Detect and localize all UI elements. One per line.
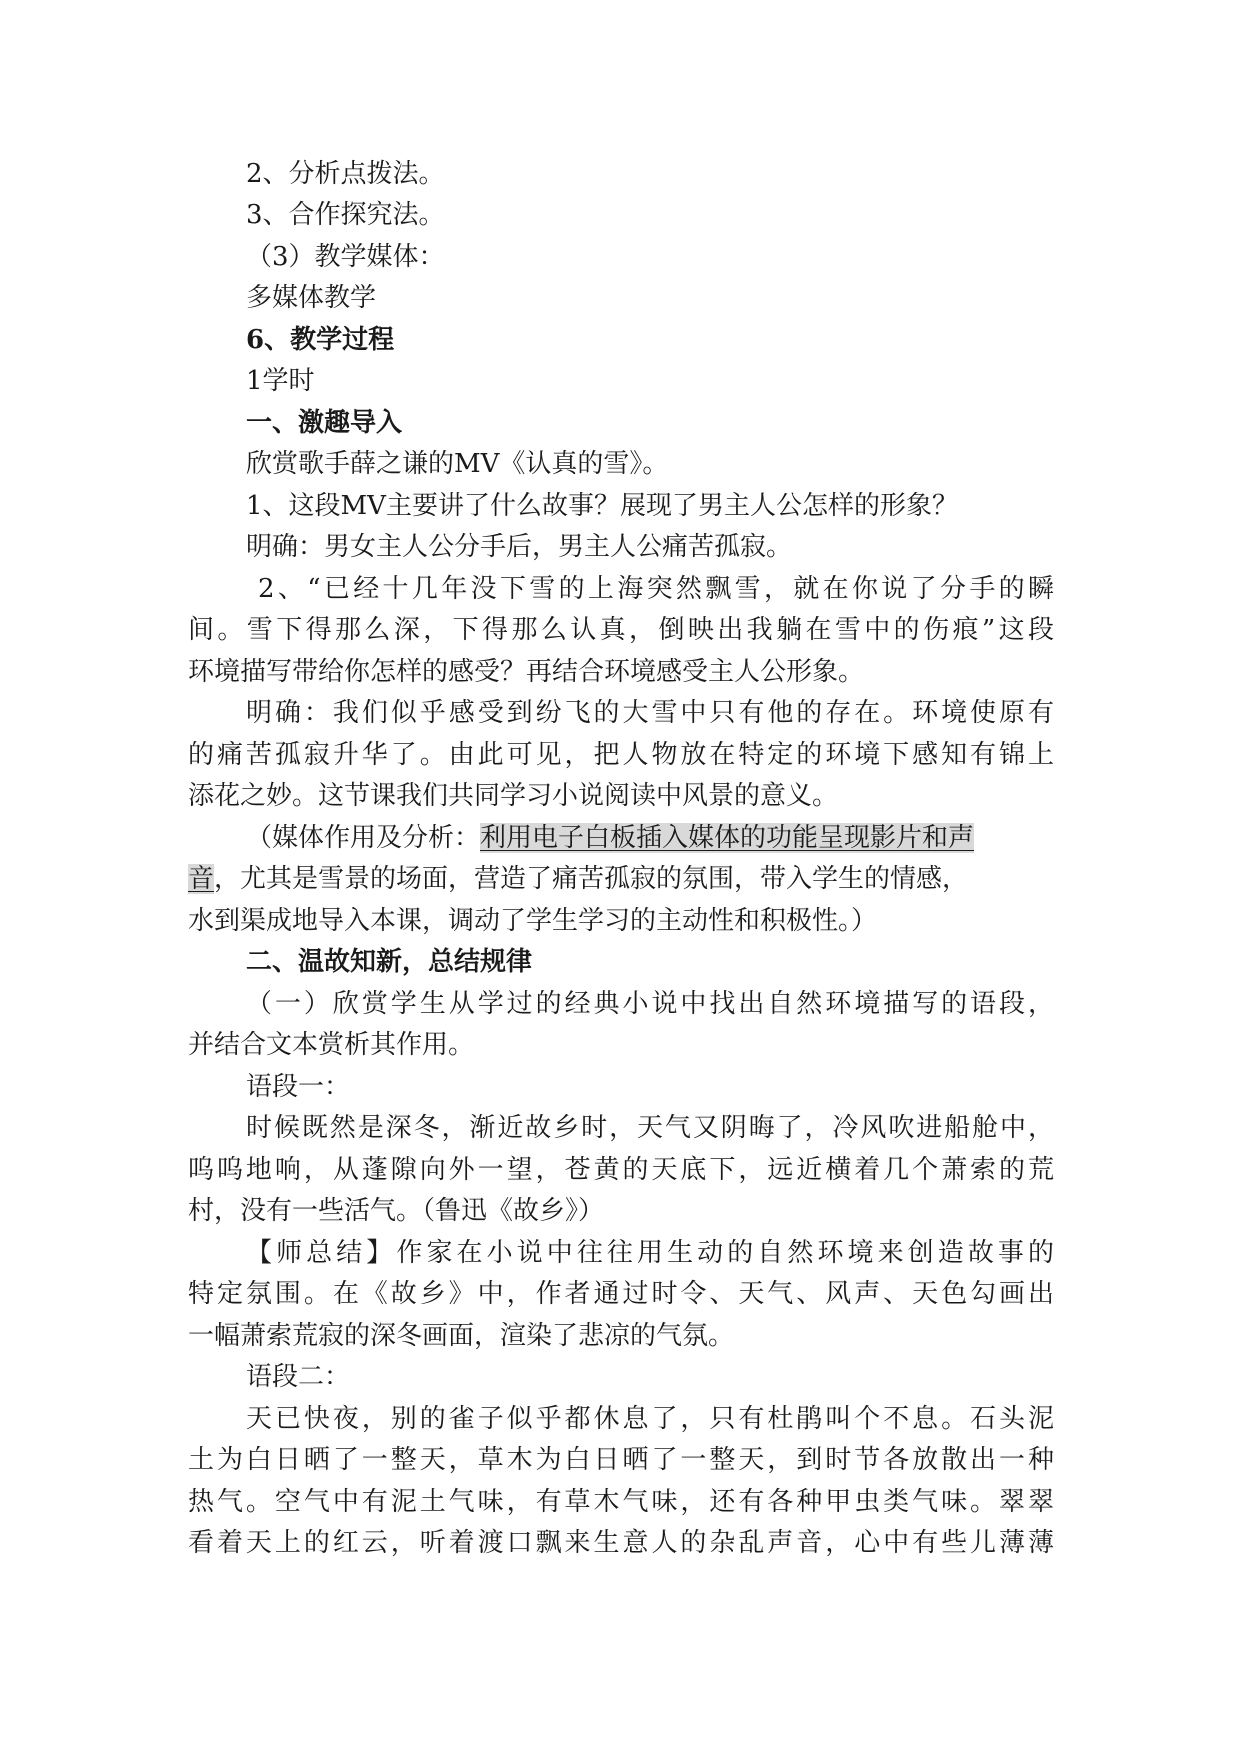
paragraph-line: 的痛苦孤寂升华了。由此可见，把人物放在特定的环境下感知有锦上	[188, 740, 1054, 770]
media-analysis-text: ，尤其是雪景的场面，营造了痛苦孤寂的氛围，带入学生的情感，	[214, 864, 969, 894]
paragraph-line: 欣赏歌手薛之谦的MV《认真的雪》。	[246, 449, 669, 479]
excerpt-line: 天已快夜，别的雀子似乎都休息了，只有杜鹃叫个不息。石头泥	[246, 1404, 1054, 1434]
excerpt-line: 热气。空气中有泥土气味，有草木气味，还有各种甲虫类气味。翠翠	[188, 1487, 1054, 1517]
section-heading-process: 6、教学过程	[246, 325, 395, 355]
media-analysis-label: （媒体作用及分析：	[246, 823, 481, 853]
excerpt-1-label: 语段一：	[246, 1072, 351, 1102]
method-item-2: 2、分析点拨法。	[246, 159, 445, 189]
class-hours: 1学时	[246, 366, 315, 396]
media-heading: （3）教学媒体：	[246, 242, 445, 272]
highlighted-text: 利用电子白板插入媒体的功能呈现影片和声	[480, 823, 975, 853]
paragraph-line: 添花之妙。这节课我们共同学习小说阅读中风景的意义。	[188, 781, 839, 811]
question-2: 2、“已经十几年没下雪的上海突然飘雪，就在你说了分手的瞬	[258, 574, 1054, 604]
paragraph-line: 一幅萧索荒寂的深冬画面，渲染了悲凉的气氛。	[188, 1321, 735, 1351]
method-item-3: 3、合作探究法。	[246, 200, 445, 230]
media-analysis-line	[188, 862, 968, 896]
excerpt-line: 时候既然是深冬，渐近故乡时，天气又阴晦了，冷风吹进船舱中，	[246, 1113, 1054, 1143]
paragraph-line: 特定氛围。在《故乡》中，作者通过时令、天气、风声、天色勾画出	[188, 1279, 1054, 1309]
answer-2: 明确：我们似乎感受到纷飞的大雪中只有他的存在。环境使原有	[246, 698, 1054, 728]
media-text: 多媒体教学	[246, 283, 377, 313]
paragraph-line: （一）欣赏学生从学过的经典小说中找出自然环境描写的语段，	[246, 989, 1054, 1019]
question-1: 1、这段MV主要讲了什么故事？展现了男主人公怎样的形象？	[246, 491, 958, 521]
section-heading-review: 二、温故知新，总结规律	[246, 947, 533, 977]
excerpt-2-label: 语段二：	[246, 1362, 351, 1392]
excerpt-line: 看着天上的红云，听着渡口飘来生意人的杂乱声音，心中有些儿薄薄	[188, 1528, 1054, 1558]
paragraph-line: 环境描写带给你怎样的感受？再结合环境感受主人公形象。	[188, 657, 865, 687]
highlighted-text: 音	[188, 864, 215, 894]
paragraph-line: 水到渠成地导入本课，调动了学生学习的主动性和积极性。）	[188, 906, 878, 936]
excerpt-line: 土为白日晒了一整天，草木为白日晒了一整天，到时节各放散出一种	[188, 1445, 1054, 1475]
media-analysis-line	[246, 821, 974, 855]
section-heading-intro: 一、激趣导入	[246, 408, 403, 438]
excerpt-line: 呜呜地响，从蓬隙向外一望，苍黄的天底下，远近横着几个萧索的荒	[188, 1155, 1054, 1185]
paragraph-line: 间。雪下得那么深，下得那么认真，倒映出我躺在雪中的伤痕”这段	[188, 615, 1054, 645]
paragraph-line: 并结合文本赏析其作用。	[188, 1030, 475, 1060]
answer-1: 明确：男女主人公分手后，男主人公痛苦孤寂。	[246, 532, 793, 562]
excerpt-line: 村，没有一些活气。（鲁迅《故乡》）	[188, 1196, 605, 1226]
teacher-summary: 【师总结】作家在小说中往往用生动的自然环境来创造故事的	[246, 1238, 1054, 1268]
